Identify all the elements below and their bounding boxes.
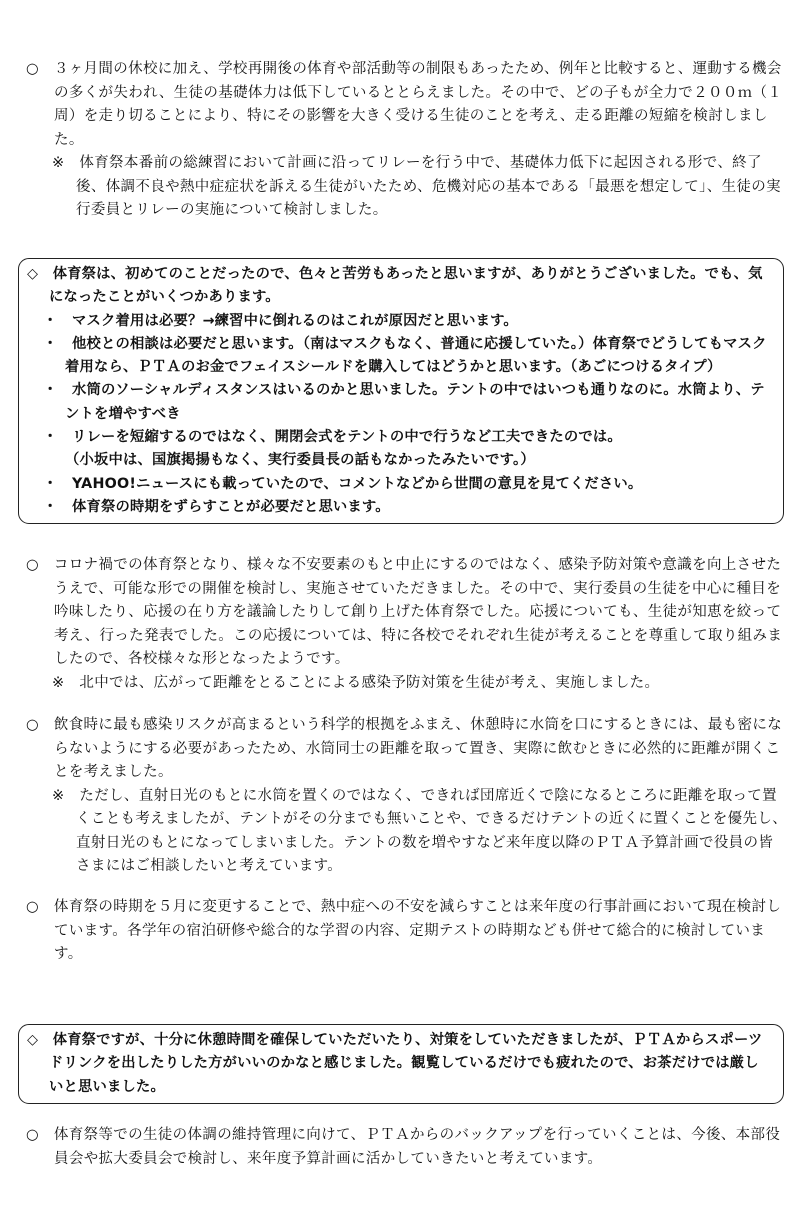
question-bullet: ・ 水筒のソーシャルディスタンスはいるのかと思いました。テントの中ではいつも通りなのに。水筒より、テントを増やすべき [43, 382, 765, 422]
question-box-2 [18, 1024, 784, 1104]
answer-note: ※ 北中では、広がって距離をとることによる感染予防対策を生徒が考え、実施しました。 [52, 674, 660, 691]
question-bullet: ・ 体育祭の時期をずらすことが必要だと思います。 [43, 498, 390, 515]
answer-paragraph: ○ ３ヶ月間の休校に加え、学校再開後の体育や部活動等の制限もあったため、例年と比較すると、運動する機会の多くが失われ、生徒の基礎体力は低下しているととらえました。その中で、どの子もが全力で２００ｍ（１周）を走り切ることにより、特にその影響を大きく受ける生徒のことを考え、走る距離の短縮を検討しました。 [26, 61, 783, 148]
answer-paragraph: ○ 体育祭の時期を５月に変更することで、熱中症への不安を減らすことは来年度の行事計画において現在検討しています。各学年の宿泊研修や総合的な学習の内容、定期テストの時期なども併せて総合的に検討しています。 [26, 899, 782, 962]
question-bullet: ・ リレーを短縮するのではなく、開閉会式をテントの中で行うなど工夫できたのでは。 [43, 429, 622, 446]
answer-block-5 [26, 1124, 788, 1171]
answer-block-3 [26, 714, 788, 879]
answer-note: ※ ただし、直射日光のもとに水筒を置くのではなく、できれば団席近くで陰になるところに距離を取って置くことも考えましたが、テントがその分までも無いことや、できるだけテントの近くに置くことを優先し、直射日光のもとになってしまいました。テントの数を増やすなど来年度以降のＰＴＡ予算計画で役員の皆さまにはご相談したいと考えています。 [52, 787, 788, 874]
question-bullet: ・ YAHOO!ニュースにも載っていたので、コメントなどから世間の意見を見てください。 [43, 475, 643, 492]
answer-paragraph: ○ コロナ禍での体育祭となり、様々な不安要素のもと中止にするのではなく、感染予防対策や意識を向上させたうえで、可能な形での開催を検討し、実施させていただきました。その中で、実行委員の生徒を中心に種目を吟味したり、応援の在り方を議論したりして創り上げた体育祭でした。応援についても、生徒が知恵を絞って考え、行った発表でした。この応援については、特に各校でそれぞれ生徒が考えることを尊重して取り組みましたので、各校様々な形となったようです。 [26, 557, 783, 667]
answer-paragraph: ○ 飲食時に最も感染リスクが高まるという科学的根拠をふまえ、休憩時に水筒を口にするときには、最も密にならないようにする必要があったため、水筒同士の距離を取って置き、実際に飲むときに必然的に距離が開くことを考えました。 [26, 717, 783, 780]
question-heading: ◇ 体育祭ですが、十分に休憩時間を確保していただいたり、対策をしていただきましたが、ＰＴＡからスポーツドリンクを出したりした方がいいのかなと感じました。観覧しているだけでも疲れたので、お茶だけでは厳しいと思いました。 [27, 1032, 763, 1095]
question-heading: ◇ 体育祭は、初めてのことだったので、色々と苦労もあったと思いますが、ありがとうございました。でも、気になったことがいくつかあります。 [27, 266, 763, 306]
answer-block-2 [26, 554, 788, 695]
question-box-1 [18, 258, 784, 524]
answer-paragraph: ○ 体育祭等での生徒の体調の維持管理に向けて、ＰＴＡからのバックアップを行っていくことは、今後、本部役員会や拡大委員会で検討し、来年度予算計画に活かしていきたいと考えています。 [26, 1127, 781, 1167]
answer-block-4 [26, 896, 788, 967]
answer-block-1 [26, 58, 788, 223]
answer-note: ※ 体育祭本番前の総練習において計画に沿ってリレーを行う中で、基礎体力低下に起因される形で、終了後、体調不良や熱中症症状を訴える生徒がいたため、危機対応の基本である「最悪を想定して」、生徒の実行委員とリレーの実施について検討しました。 [52, 155, 781, 218]
question-bullet: ・ マスク着用は必要？→練習中に倒れるのはこれが原因だと思います。 [43, 312, 518, 329]
question-subnote: （小坂中は、国旗掲揚もなく、実行委員長の話もなかったみたいです。） [65, 452, 535, 469]
question-bullet: ・ 他校との相談は必要だと思います。（南はマスクもなく、普通に応援していた。）体育祭でどうしてもマスク着用なら、ＰＴＡのお金でフェイスシールドを購入してはどうかと思います。（あごにつけるタイプ） [43, 335, 767, 376]
